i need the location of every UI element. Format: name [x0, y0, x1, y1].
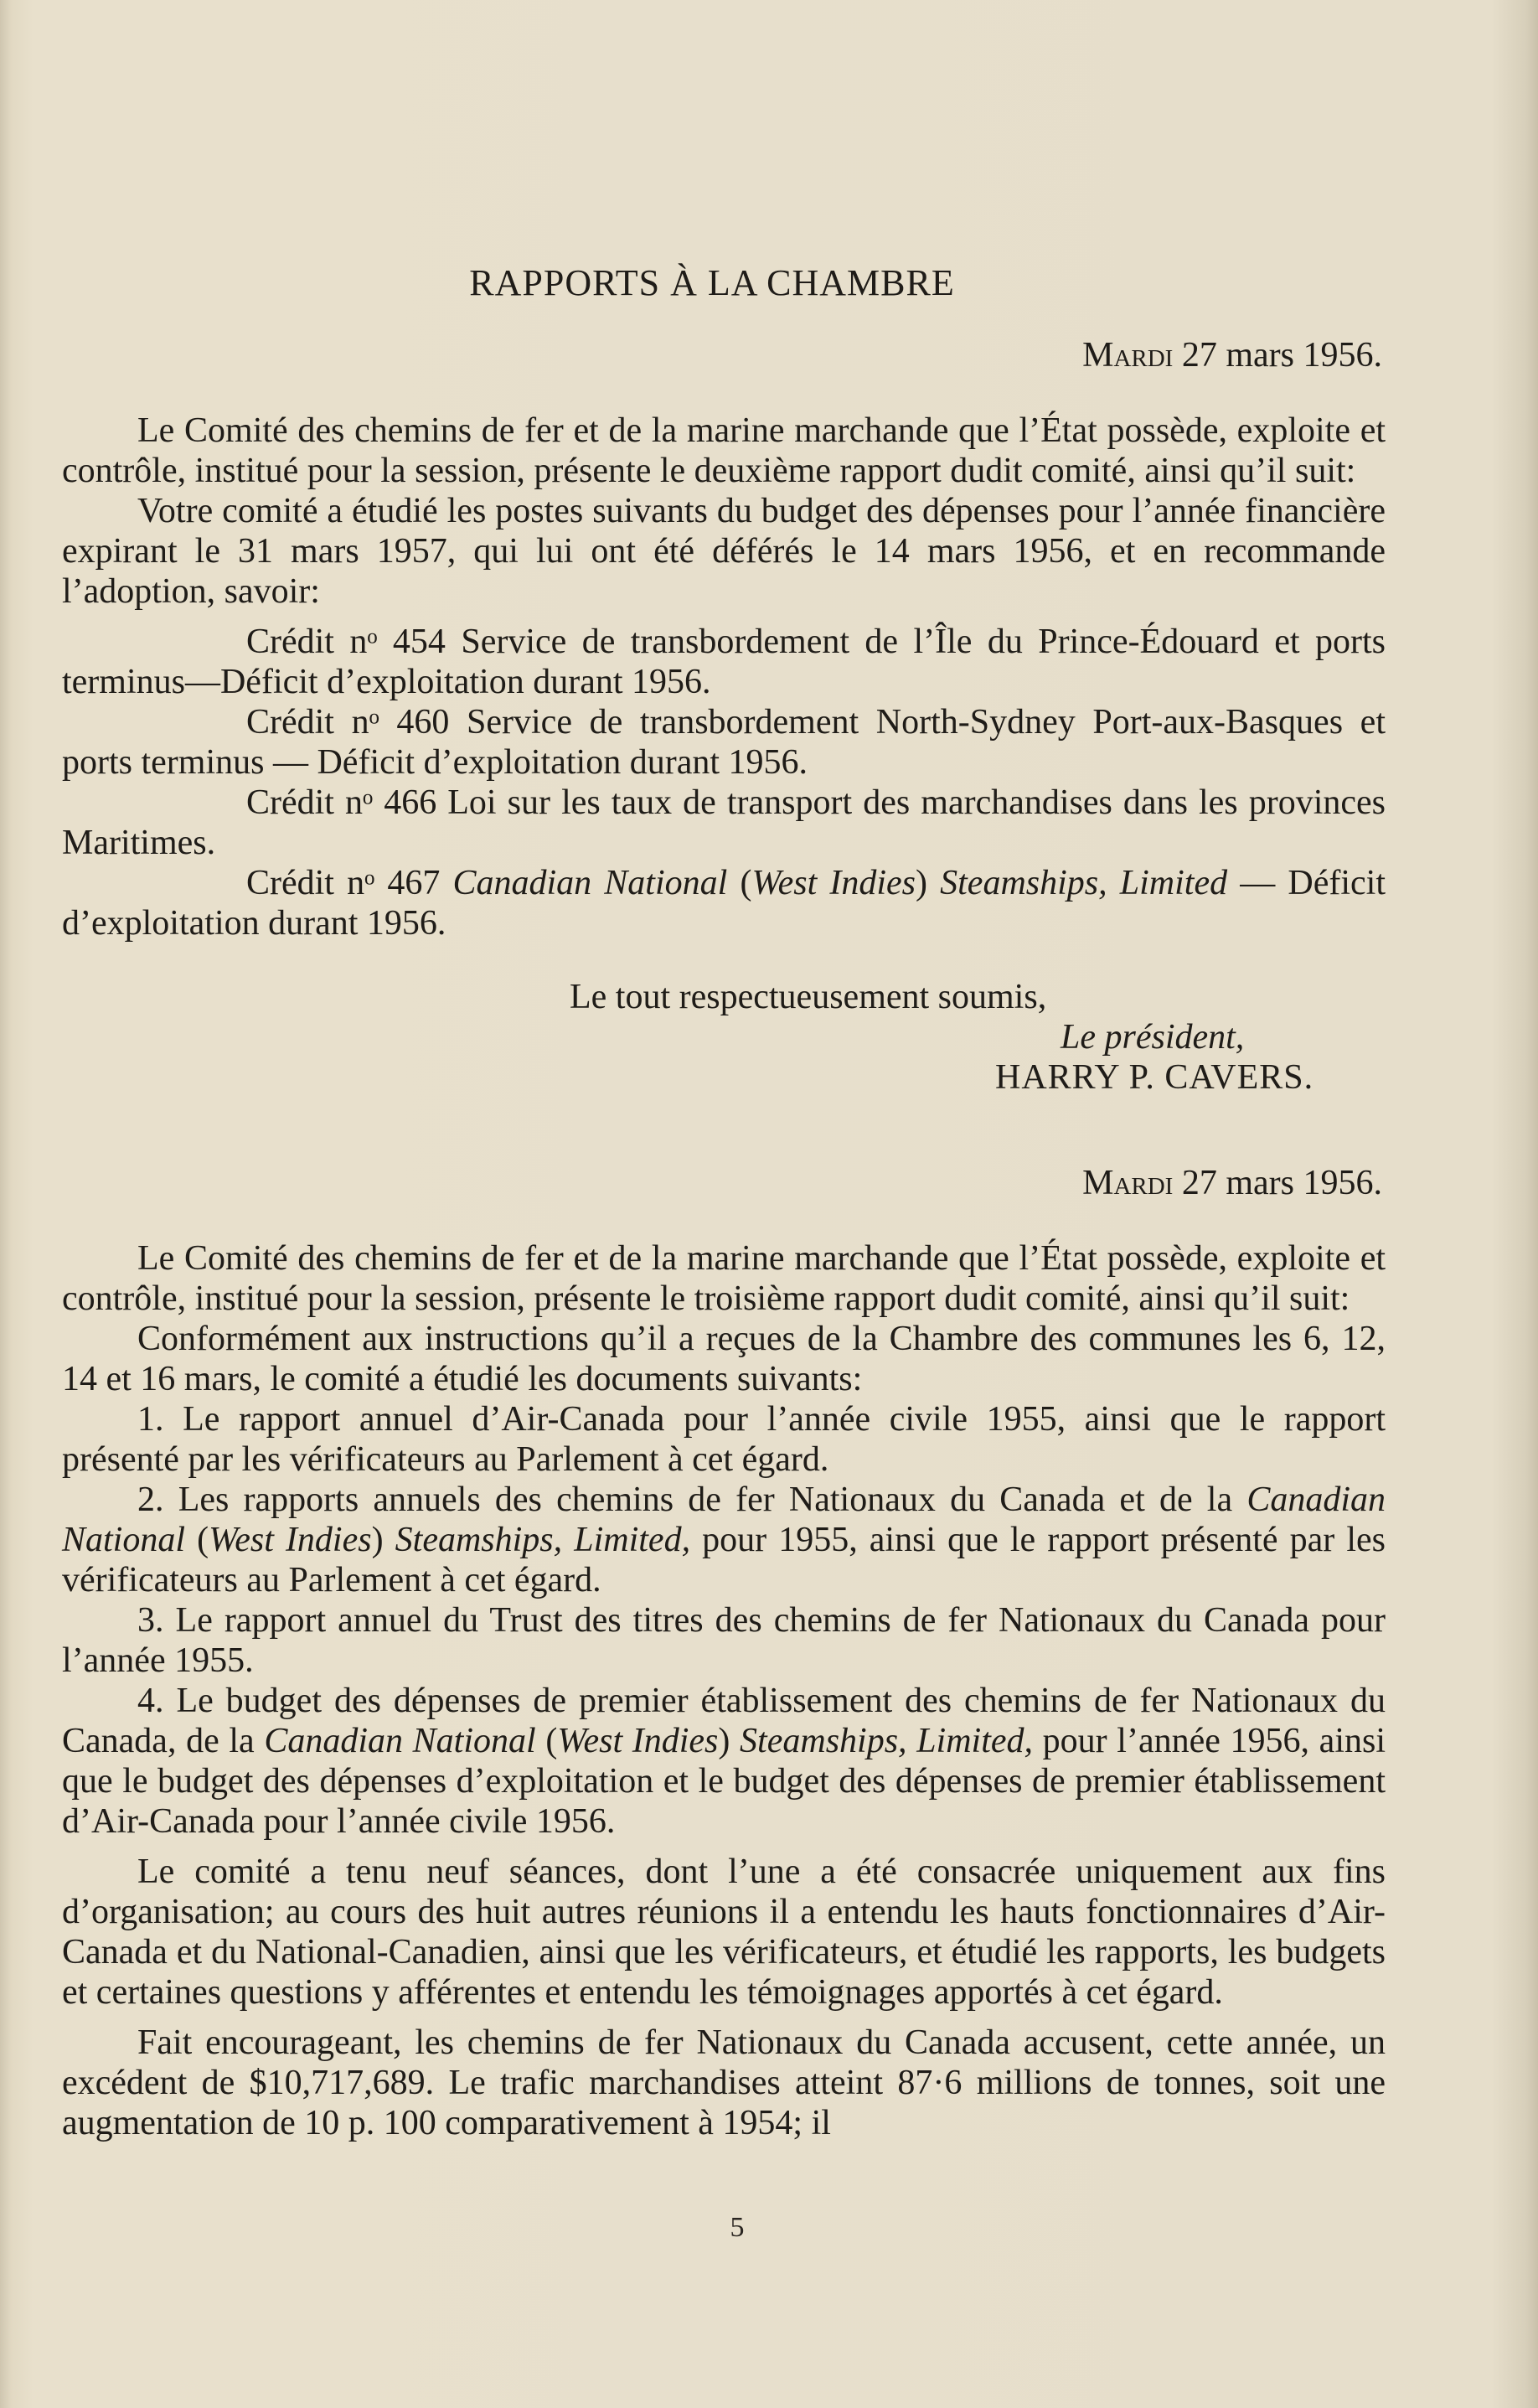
report3-date-rest: 27 mars 1956.	[1173, 1164, 1382, 1202]
report3-block	[62, 1238, 1386, 2143]
report3-item1: 1. Le rapport annuel d’Air-Canada pour l’année civile 1955, ainsi que le rapport présenté par les vérificateurs au Parlement à cet égard.	[62, 1400, 1386, 1479]
report2-date-day: Mardi	[1082, 336, 1174, 375]
item4-prefix: 4. Le budget des dépenses de premier établissement des chemins de fer Nationaux du Canada, de la	[62, 1682, 1386, 1760]
credit-467-cn: Canadian National	[452, 864, 728, 902]
report2-body: Votre comité a étudié les postes suivants du budget des dépenses pour l’année financière expirant le 31 mars 1957, qui lui ont été déférés le 14 mars 1956, et en recommande l’adoption, savoir:	[62, 492, 1386, 611]
report3-date	[1082, 1163, 1382, 1203]
report2-date-rest: 27 mars 1956.	[1173, 336, 1382, 375]
report3-meetings: Le comité a tenu neuf séances, dont l’une a été consacrée uniquement aux fins d’organisation; au cours des huit autres réunions il a entendu les hauts fonctionnaires d’Air-Canada et du National-Canadien, ainsi que les vérificateurs, et étudié les rapports, les budgets et certaines questions y afférentes et entendu les témoignages apportés à cet égard.	[62, 1853, 1386, 2012]
report2-block	[62, 411, 1386, 943]
credit-454: Crédit nᵒ 454 Service de transbordement de l’Île du Prince-Édouard et ports terminus—Déficit d’exploitation durant 1956.	[62, 623, 1386, 701]
report3-item3: 3. Le rapport annuel du Trust des titres des chemins de fer Nationaux du Canada pour l’année 1955.	[62, 1601, 1386, 1680]
item2-prefix: 2. Les rapports annuels des chemins de fer Nationaux du Canada et de la	[137, 1480, 1247, 1519]
item2-paren-open: (	[185, 1521, 209, 1559]
page-number: 5	[730, 2212, 745, 2243]
report2-date	[1082, 335, 1382, 375]
report3-item4	[62, 1681, 1386, 1842]
item2-steamships: Steamships, Limited,	[395, 1521, 691, 1559]
credit-467-suffix: — Déficit d’exploitation durant 1956.	[62, 864, 1386, 943]
item2-paren-close: )	[371, 1521, 395, 1559]
report3-date-day: Mardi	[1082, 1164, 1174, 1202]
item4-wi: West Indies	[557, 1722, 719, 1760]
credit-460: Crédit nᵒ 460 Service de transbordement North-Sydney Port-aux-Basques et ports terminus — Déficit d’exploitation durant 1956.	[62, 703, 1386, 782]
report2-president-title: Le président,	[1061, 1018, 1245, 1057]
report3-surplus: Fait encourageant, les chemins de fer Nationaux du Canada accusent, cette année, un excédent de $10,717,689. Le trafic marchandises atteint 87·6 millions de tonnes, soit une augmentation de 10 p. 100 comparativement à 1954; il	[62, 2023, 1386, 2142]
credit-467-prefix: Crédit nᵒ 467	[246, 864, 453, 902]
report3-intro: Le Comité des chemins de fer et de la marine marchande que l’État possède, exploite et contrôle, institué pour la session, présente le troisième rapport dudit comité, ainsi qu’il suit:	[62, 1239, 1386, 1318]
credit-467-steamships: Steamships, Limited	[940, 864, 1228, 902]
item2-suffix: pour 1955, ainsi que le rapport présenté par les vérificateurs au Parlement à cet égard.	[62, 1521, 1386, 1599]
item4-paren-open: (	[535, 1722, 558, 1760]
report2-closing: Le tout respectueusement soumis,	[570, 978, 1047, 1016]
report2-intro: Le Comité des chemins de fer et de la marine marchande que l’État possède, exploite et contrôle, institué pour la session, présente le deuxième rapport dudit comité, ainsi qu’il suit:	[62, 411, 1386, 490]
report3-item2	[62, 1480, 1386, 1600]
credit-466: Crédit nᵒ 466 Loi sur les taux de transport des marchandises dans les provinces Maritimes.	[62, 783, 1386, 862]
report2-president-name: HARRY P. CAVERS.	[995, 1058, 1314, 1097]
credit-467-wi: West Indies	[751, 864, 916, 902]
item2-wi: West Indies	[209, 1521, 372, 1559]
item2-cn: Canadian National	[62, 1480, 1386, 1559]
item4-suffix: pour l’année 1956, ainsi que le budget des dépenses d’exploitation et le budget des dépenses de premier établissement d’Air-Canada pour l’année civile 1956.	[62, 1722, 1386, 1841]
item4-paren-close: )	[718, 1722, 741, 1760]
credit-467-paren-open: (	[727, 864, 752, 902]
credit-467	[62, 863, 1386, 943]
credit-467-paren-close: )	[916, 864, 941, 902]
item4-steamships: Steamships, Limited,	[740, 1722, 1034, 1760]
page-heading: RAPPORTS À LA CHAMBRE	[469, 262, 955, 303]
item4-cn: Canadian National	[264, 1722, 536, 1760]
report3-body: Conformément aux instructions qu’il a reçues de la Chambre des communes les 6, 12, 14 et 16 mars, le comité a étudié les documents suivants:	[62, 1320, 1386, 1398]
